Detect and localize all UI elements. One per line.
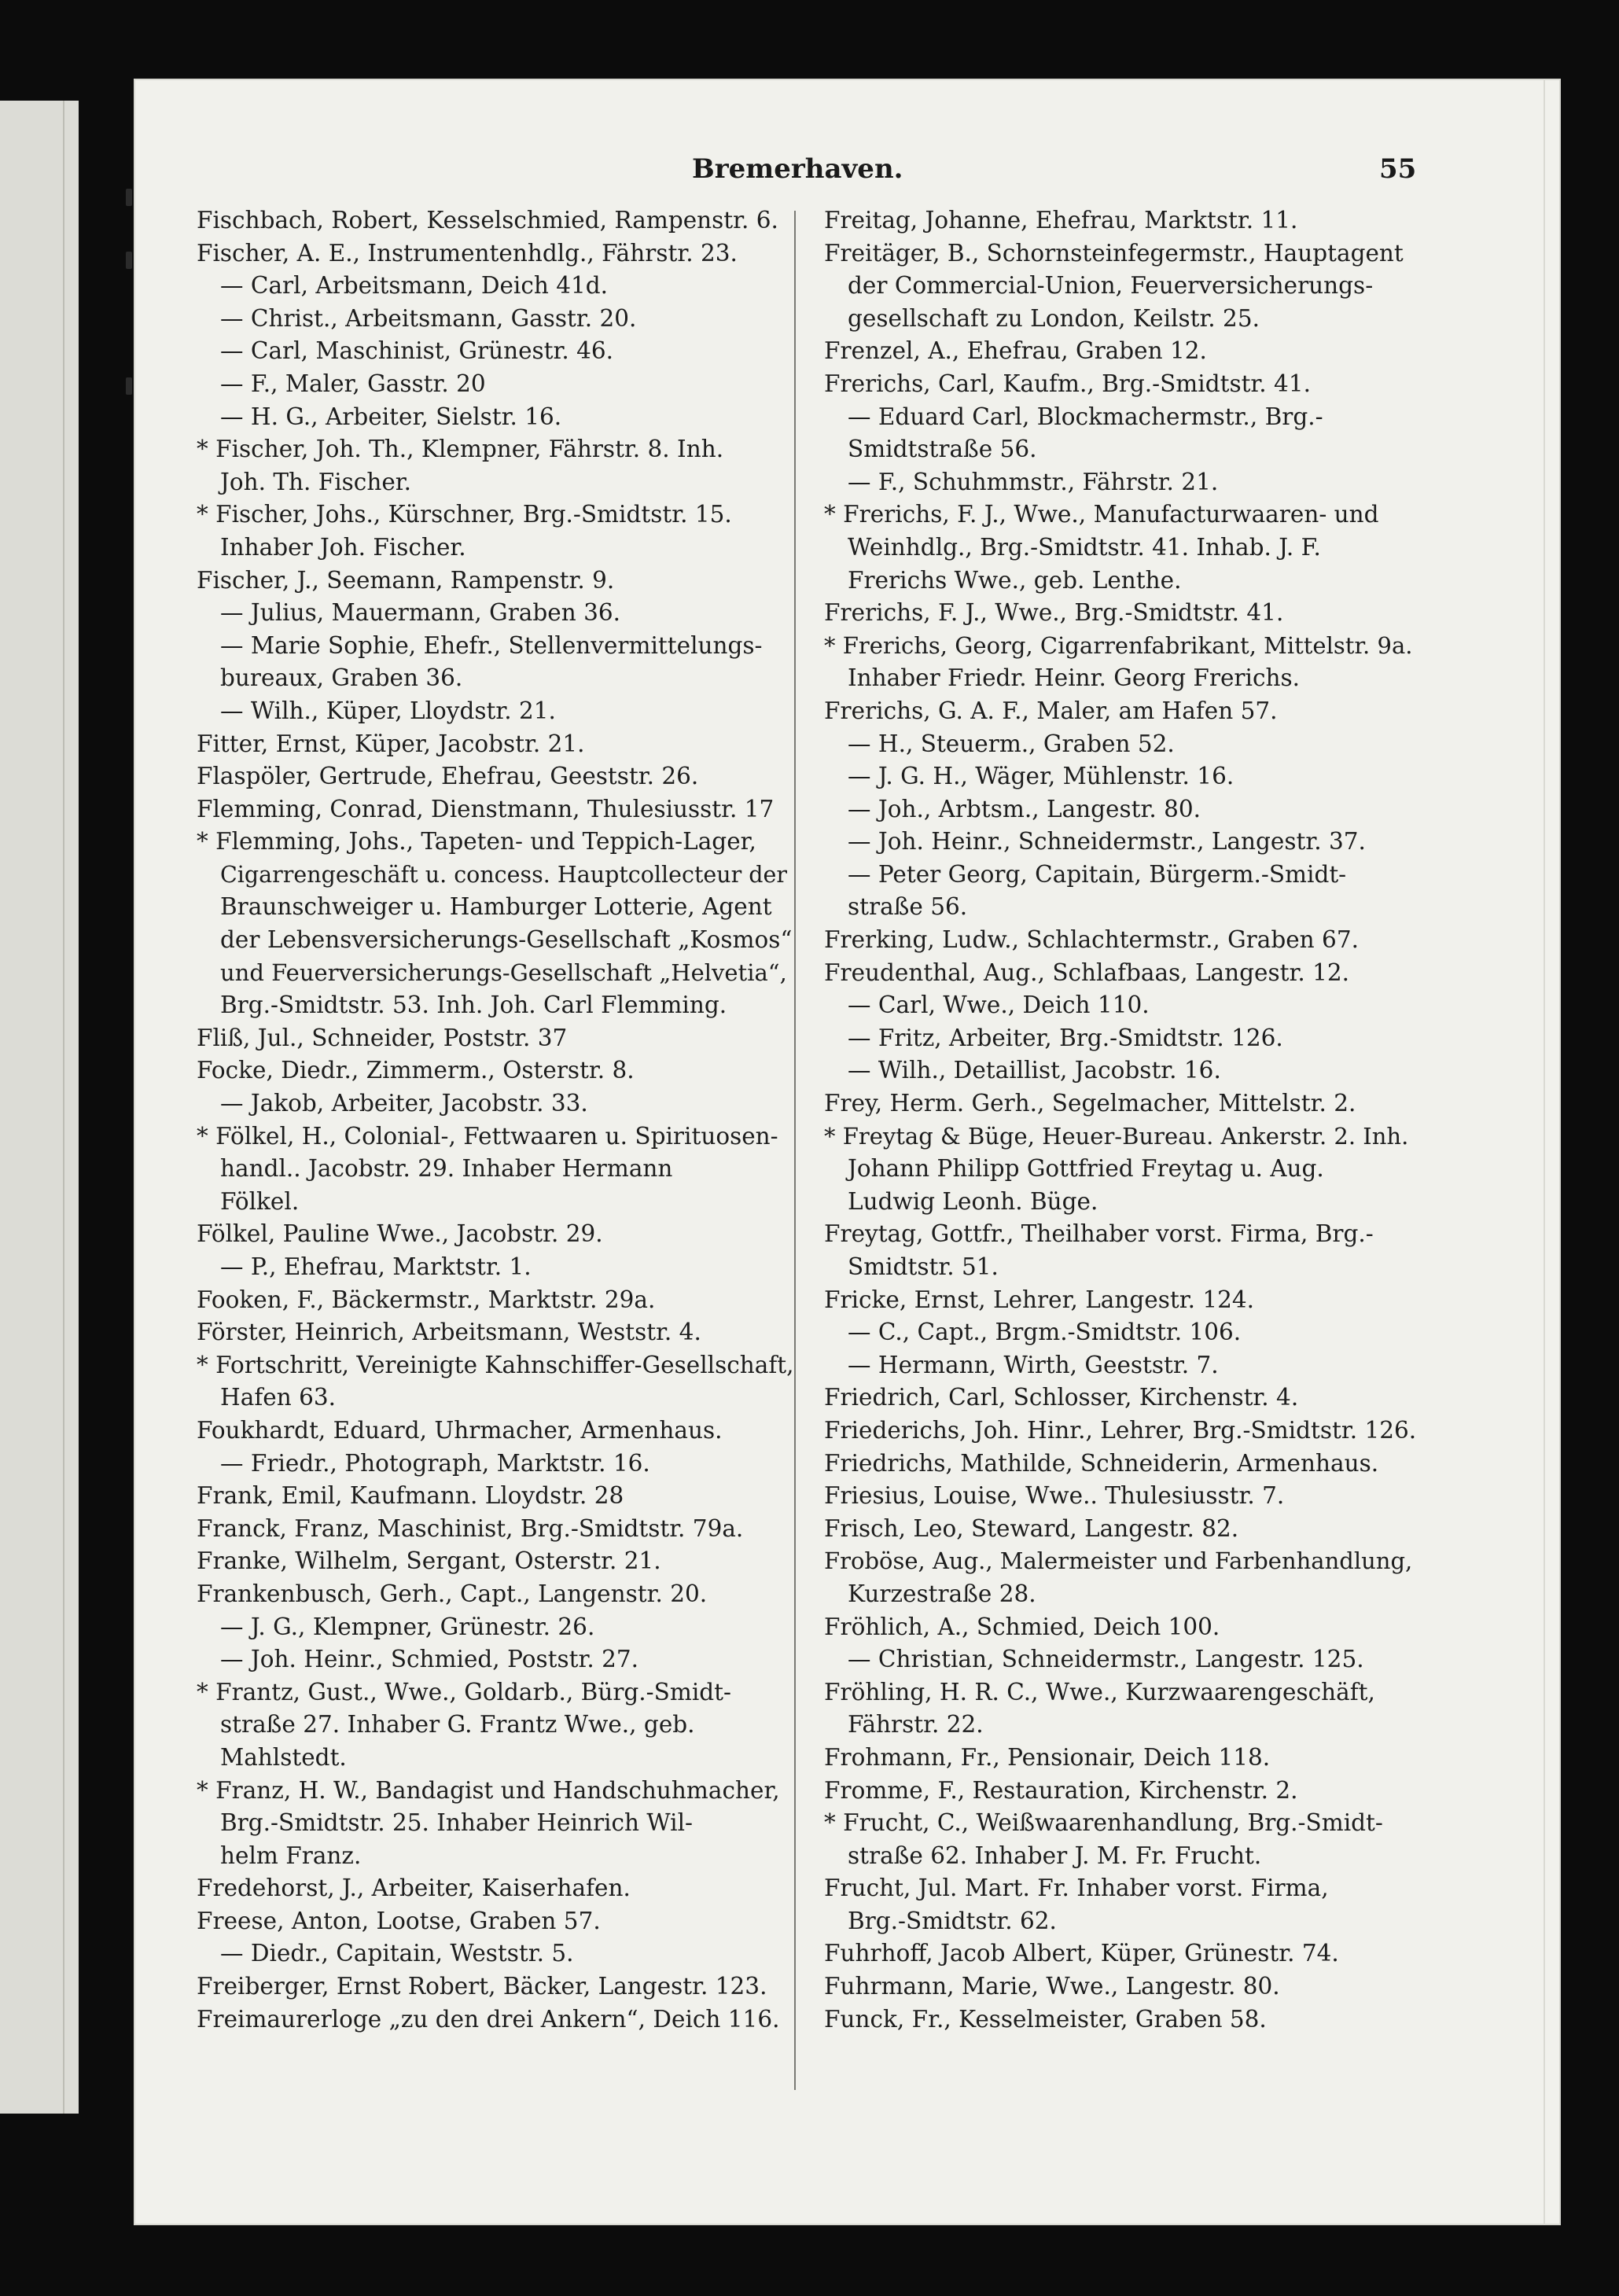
directory-entry-line: — P., Ehefrau, Marktstr. 1. — [220, 1253, 532, 1280]
directory-entry-line: Förster, Heinrich, Arbeitsmann, Weststr. 4. — [197, 1319, 701, 1346]
margin-mark — [126, 252, 132, 269]
directory-entry-line: Fuhrmann, Marie, Wwe., Langestr. 80. — [824, 1973, 1280, 2000]
directory-entry-line: Cigarrengeschäft u. concess. Hauptcollecteur der — [220, 861, 788, 888]
directory-entry-line: Foukhardt, Eduard, Uhrmacher, Armenhaus. — [197, 1416, 723, 1444]
directory-entry-line: Focke, Diedr., Zimmerm., Osterstr. 8. — [197, 1057, 635, 1084]
directory-entry-line: Freiberger, Ernst Robert, Bäcker, Langestr. 123. — [197, 1973, 767, 2000]
directory-entry-line: Fricke, Ernst, Lehrer, Langestr. 124. — [824, 1286, 1255, 1313]
directory-entry-line: Frenzel, A., Ehefrau, Graben 12. — [824, 337, 1207, 365]
directory-entry-line: * Franz, H. W., Bandagist und Handschuhmacher, — [197, 1776, 780, 1804]
directory-entry-line: Fischer, A. E., Instrumentenhdlg., Fährstr. 23. — [197, 239, 738, 267]
directory-entry-line: Fischbach, Robert, Kesselschmied, Rampenstr. 6. — [197, 207, 778, 234]
directory-entry-line: — Christian, Schneidermstr., Langestr. 125. — [848, 1646, 1364, 1673]
directory-entry-line: Frerichs, Carl, Kaufm., Brg.-Smidtstr. 41. — [824, 370, 1311, 397]
directory-entry-line: Fischer, J., Seemann, Rampenstr. 9. — [197, 566, 615, 594]
directory-entry-line: — C., Capt., Brgm.-Smidtstr. 106. — [848, 1319, 1242, 1346]
directory-entry-line: * Flemming, Johs., Tapeten- und Teppich-Lager, — [197, 828, 756, 855]
directory-entry-line: Smidtstr. 51. — [848, 1253, 999, 1280]
directory-entry-line: gesellschaft zu London, Keilstr. 25. — [848, 304, 1260, 332]
directory-entry-line: Frerichs, F. J., Wwe., Brg.-Smidtstr. 41. — [824, 599, 1284, 627]
directory-entry-line: Ludwig Leonh. Büge. — [848, 1187, 1098, 1215]
directory-entry-line: Fährstr. 22. — [848, 1711, 984, 1739]
directory-entry-line: Flemming, Conrad, Dienstmann, Thulesiusstr. 17 — [197, 795, 775, 822]
directory-entry-line: — Marie Sophie, Ehefr., Stellenvermittelungs- — [220, 631, 763, 659]
directory-entry-line: — Christ., Arbeitsmann, Gasstr. 20. — [220, 304, 637, 332]
directory-entry-line: * Freytag & Büge, Heuer-Bureau. Ankerstr. 2. Inh. — [824, 1122, 1409, 1150]
directory-entry-line: — Carl, Wwe., Deich 110. — [848, 992, 1150, 1019]
directory-entry-line: — J. G., Klempner, Grünestr. 26. — [220, 1613, 595, 1640]
directory-entry-line: Freitag, Johanne, Ehefrau, Marktstr. 11. — [824, 207, 1298, 234]
page-edge-line — [1544, 79, 1545, 2225]
directory-entry-line: — Carl, Arbeitsmann, Deich 41d. — [220, 272, 609, 300]
directory-entry-line: Frankenbusch, Gerh., Capt., Langenstr. 20. — [197, 1580, 708, 1607]
directory-entry-line: — Julius, Mauermann, Graben 36. — [220, 599, 621, 627]
directory-entry-line: Fooken, F., Bäckermstr., Marktstr. 29a. — [197, 1286, 656, 1313]
directory-entry-line: straße 27. Inhaber G. Frantz Wwe., geb. — [220, 1711, 695, 1739]
directory-entry-line: — Joh. Heinr., Schneidermstr., Langestr. 37. — [848, 828, 1366, 855]
directory-entry-line: Friedrich, Carl, Schlosser, Kirchenstr. 4. — [824, 1384, 1299, 1411]
directory-entry-line: Frerking, Ludw., Schlachtermstr., Graben 67. — [824, 926, 1359, 954]
margin-mark — [126, 189, 132, 206]
directory-entry-line: — Hermann, Wirth, Geeststr. 7. — [848, 1351, 1219, 1378]
page-number: 55 — [1379, 153, 1417, 185]
directory-entry-line: — Wilh., Küper, Lloydstr. 21. — [220, 697, 556, 724]
directory-entry-line: Fliß, Jul., Schneider, Poststr. 37 — [197, 1024, 568, 1051]
directory-entry-line: der Commercial-Union, Feuerversicherungs- — [848, 272, 1374, 300]
directory-entry-line: handl.. Jacobstr. 29. Inhaber Hermann — [220, 1155, 673, 1183]
directory-entry-line: Joh. Th. Fischer. — [220, 468, 412, 495]
directory-entry-line: — Diedr., Capitain, Weststr. 5. — [220, 1940, 574, 1967]
left-column — [173, 204, 794, 2036]
directory-entry-line: Fröhling, H. R. C., Wwe., Kurzwaarengeschäft, — [824, 1678, 1375, 1705]
directory-entry-line: Johann Philipp Gottfried Freytag u. Aug. — [848, 1155, 1324, 1183]
directory-entry-line: Frohmann, Fr., Pensionair, Deich 118. — [824, 1743, 1271, 1771]
directory-entry-line: Frisch, Leo, Steward, Langestr. 82. — [824, 1514, 1239, 1542]
directory-entry-line: * Frucht, C., Weißwaarenhandlung, Brg.-Smidt- — [824, 1809, 1383, 1837]
directory-entry-line: Frey, Herm. Gerh., Segelmacher, Mittelstr. 2. — [824, 1090, 1356, 1117]
directory-entry-line: * Frerichs, Georg, Cigarrenfabrikant, Mittelstr. 9a. — [824, 631, 1413, 659]
directory-entry-line: — Joh. Heinr., Schmied, Poststr. 27. — [220, 1646, 638, 1673]
directory-entry-line: * Fischer, Joh. Th., Klempner, Fährstr. 8. Inh. — [197, 436, 724, 463]
directory-entry-line: * Frantz, Gust., Wwe., Goldarb., Bürg.-Smidt- — [197, 1678, 731, 1705]
directory-entry-line: Fölkel. — [220, 1187, 300, 1215]
directory-entry-line: Brg.-Smidtstr. 53. Inh. Joh. Carl Flemming. — [220, 992, 727, 1019]
directory-entry-line: — F., Schuhmmstr., Fährstr. 21. — [848, 468, 1219, 495]
directory-entry-line: und Feuerversicherungs-Gesellschaft „Helvetia“, — [220, 959, 787, 986]
directory-entry-line: Fromme, F., Restauration, Kirchenstr. 2. — [824, 1776, 1298, 1804]
directory-entry-line: — Joh., Arbtsm., Langestr. 80. — [848, 795, 1201, 822]
directory-entry-line: — J. G. H., Wäger, Mühlenstr. 16. — [848, 763, 1234, 790]
directory-entry-line: Funck, Fr., Kesselmeister, Graben 58. — [824, 2005, 1267, 2033]
directory-entry-line: Inhaber Friedr. Heinr. Georg Frerichs. — [848, 664, 1301, 692]
directory-entry-line: — Fritz, Arbeiter, Brg.-Smidtstr. 126. — [848, 1024, 1283, 1051]
directory-entry-line: Freimaurerloge „zu den drei Ankern“, Deich 116. — [197, 2005, 780, 2033]
directory-entry-line: Freudenthal, Aug., Schlafbaas, Langestr. 12. — [824, 959, 1349, 986]
directory-entry-line: Flaspöler, Gertrude, Ehefrau, Geeststr. 26. — [197, 763, 699, 790]
directory-entry-line: * Frerichs, F. J., Wwe., Manufacturwaaren- und — [824, 501, 1379, 528]
directory-entry-line: Fölkel, Pauline Wwe., Jacobstr. 29. — [197, 1220, 603, 1248]
directory-entry-line: Freytag, Gottfr., Theilhaber vorst. Firma, Brg.- — [824, 1220, 1374, 1248]
directory-entry-line: bureaux, Graben 36. — [220, 664, 463, 692]
column-divider — [794, 211, 796, 2090]
directory-entry-line: — F., Maler, Gasstr. 20 — [220, 370, 486, 397]
directory-entry-line: — Peter Georg, Capitain, Bürgerm.-Smidt- — [848, 860, 1347, 888]
directory-entry-line: — Carl, Maschinist, Grünestr. 46. — [220, 337, 614, 365]
directory-entry-line: Braunschweiger u. Hamburger Lotterie, Agent — [220, 893, 772, 921]
directory-entry-line: Brg.-Smidtstr. 25. Inhaber Heinrich Wil- — [220, 1809, 694, 1837]
directory-entry-line: Friesius, Louise, Wwe.. Thulesiusstr. 7. — [824, 1482, 1285, 1510]
directory-entry-line: Brg.-Smidtstr. 62. — [848, 1907, 1057, 1934]
directory-entry-line: Frerichs Wwe., geb. Lenthe. — [848, 566, 1182, 594]
directory-entry-line: Fuhrhoff, Jacob Albert, Küper, Grünestr. 74. — [824, 1940, 1339, 1967]
underlying-page-edge — [0, 101, 79, 2114]
right-column — [800, 204, 1418, 2036]
directory-entry-line: Inhaber Joh. Fischer. — [220, 533, 466, 561]
directory-entry-line: — H., Steuerm., Graben 52. — [848, 730, 1175, 757]
directory-entry-line: straße 56. — [848, 893, 968, 921]
directory-entry-line: Smidtstraße 56. — [848, 436, 1037, 463]
running-header: Bremerhaven. — [692, 153, 903, 185]
directory-entry-line: Weinhdlg., Brg.-Smidtstr. 41. Inhab. J. F. — [848, 533, 1321, 561]
directory-entry-line: Froböse, Aug., Malermeister und Farbenhandlung, — [824, 1547, 1413, 1575]
directory-entry-line: straße 62. Inhaber J. M. Fr. Frucht. — [848, 1842, 1262, 1869]
directory-entry-line: Frerichs, G. A. F., Maler, am Hafen 57. — [824, 697, 1278, 724]
directory-entry-line: Freese, Anton, Lootse, Graben 57. — [197, 1907, 601, 1934]
directory-entry-line: — Wilh., Detaillist, Jacobstr. 16. — [848, 1057, 1221, 1084]
directory-entry-line: Kurzestraße 28. — [848, 1580, 1036, 1607]
directory-entry-line: Frucht, Jul. Mart. Fr. Inhaber vorst. Firma, — [824, 1875, 1329, 1902]
directory-entry-line: Fitter, Ernst, Küper, Jacobstr. 21. — [197, 730, 585, 757]
directory-entry-line: — Eduard Carl, Blockmachermstr., Brg.- — [848, 403, 1323, 430]
directory-entry-line: Mahlstedt. — [220, 1743, 347, 1771]
directory-entry-line: Hafen 63. — [220, 1384, 336, 1411]
directory-entry-line: Friedrichs, Mathilde, Schneiderin, Armenhaus. — [824, 1449, 1379, 1477]
margin-mark — [126, 377, 132, 395]
directory-entry-line: Fredehorst, J., Arbeiter, Kaiserhafen. — [197, 1875, 631, 1902]
directory-entry-line: — Friedr., Photograph, Marktstr. 16. — [220, 1449, 650, 1477]
directory-entry-line: — Jakob, Arbeiter, Jacobstr. 33. — [220, 1090, 588, 1117]
directory-entry-line: der Lebensversicherungs-Gesellschaft „Kosmos“ — [220, 926, 793, 954]
directory-entry-line: Franck, Franz, Maschinist, Brg.-Smidtstr. 79a. — [197, 1514, 744, 1542]
directory-entry-line: Freitäger, B., Schornsteinfegermstr., Hauptagent — [824, 239, 1404, 267]
directory-entry-line: * Fölkel, H., Colonial-, Fettwaaren u. Spirituosen- — [197, 1122, 778, 1150]
directory-entry-line: Fröhlich, A., Schmied, Deich 100. — [824, 1613, 1220, 1640]
directory-entry-line: helm Franz. — [220, 1842, 362, 1869]
directory-entry-line: Frank, Emil, Kaufmann. Lloydstr. 28 — [197, 1482, 624, 1510]
directory-entry-line: Franke, Wilhelm, Sergant, Osterstr. 21. — [197, 1547, 661, 1575]
directory-entry-line: * Fischer, Johs., Kürschner, Brg.-Smidtstr. 15. — [197, 501, 732, 528]
directory-entry-line: Friederichs, Joh. Hinr., Lehrer, Brg.-Smidtstr. 126. — [824, 1416, 1417, 1444]
directory-entry-line: * Fortschritt, Vereinigte Kahnschiffer-Gesellschaft, — [197, 1351, 794, 1378]
directory-entry-line: — H. G., Arbeiter, Sielstr. 16. — [220, 403, 562, 430]
